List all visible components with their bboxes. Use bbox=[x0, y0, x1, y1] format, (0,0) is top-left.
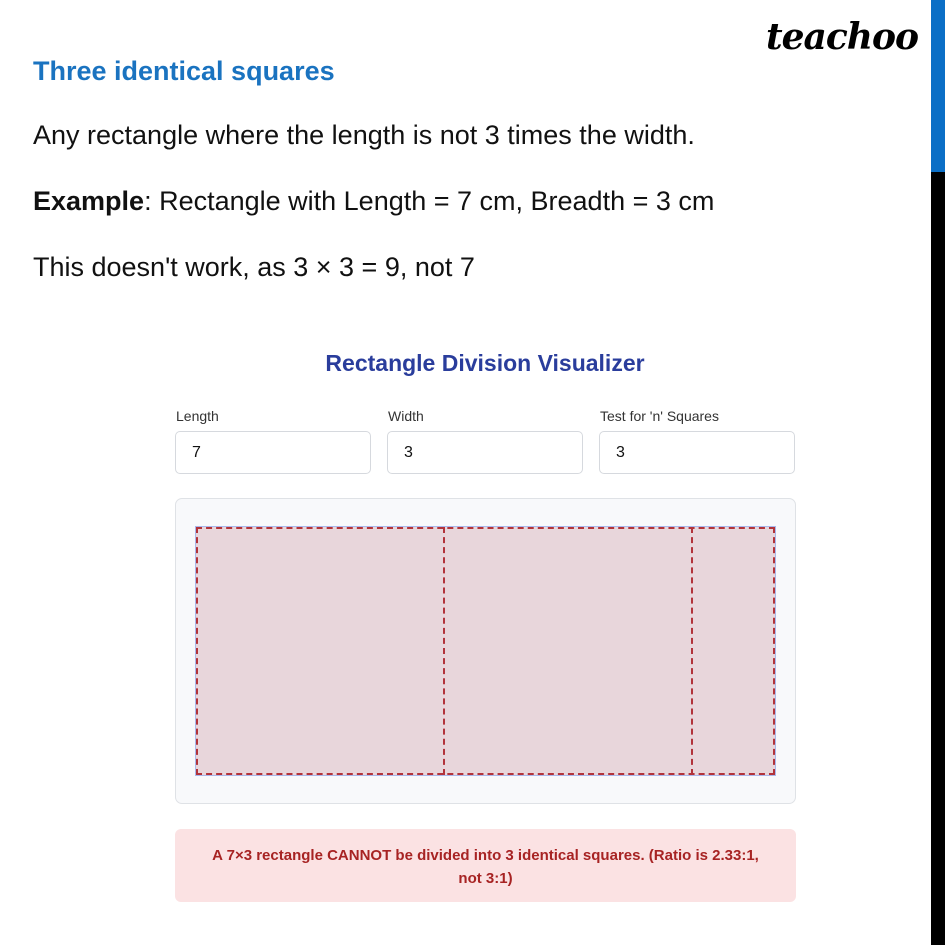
example-label: Example bbox=[33, 186, 145, 216]
text-line-3: This doesn't work, as 3 × 3 = 9, not 7 bbox=[33, 252, 475, 282]
text-line-1: Any rectangle where the length is not 3 times the width. bbox=[33, 120, 695, 150]
division-line-1 bbox=[443, 527, 445, 775]
teachoo-logo: teachoo bbox=[766, 16, 918, 58]
length-label: Length bbox=[176, 408, 219, 424]
length-input[interactable]: 7 bbox=[175, 431, 371, 474]
sidebar-dark-bar bbox=[931, 172, 945, 945]
division-line-2 bbox=[691, 527, 693, 775]
visualizer-title: Rectangle Division Visualizer bbox=[325, 350, 645, 376]
text-line-2 bbox=[33, 186, 714, 217]
section-heading: Three identical squares bbox=[33, 56, 335, 86]
result-message: A 7×3 rectangle CANNOT be divided into 3 identical squares. (Ratio is 2.33:1, not 3:1) bbox=[175, 829, 796, 902]
n-squares-input[interactable]: 3 bbox=[599, 431, 795, 474]
n-squares-label: Test for 'n' Squares bbox=[600, 408, 719, 424]
width-input[interactable]: 3 bbox=[387, 431, 583, 474]
sidebar-accent-bar bbox=[931, 0, 945, 172]
example-text: : Rectangle with Length = 7 cm, Breadth = 3 cm bbox=[144, 186, 715, 216]
rectangle-shape bbox=[196, 527, 775, 775]
width-label: Width bbox=[388, 408, 424, 424]
